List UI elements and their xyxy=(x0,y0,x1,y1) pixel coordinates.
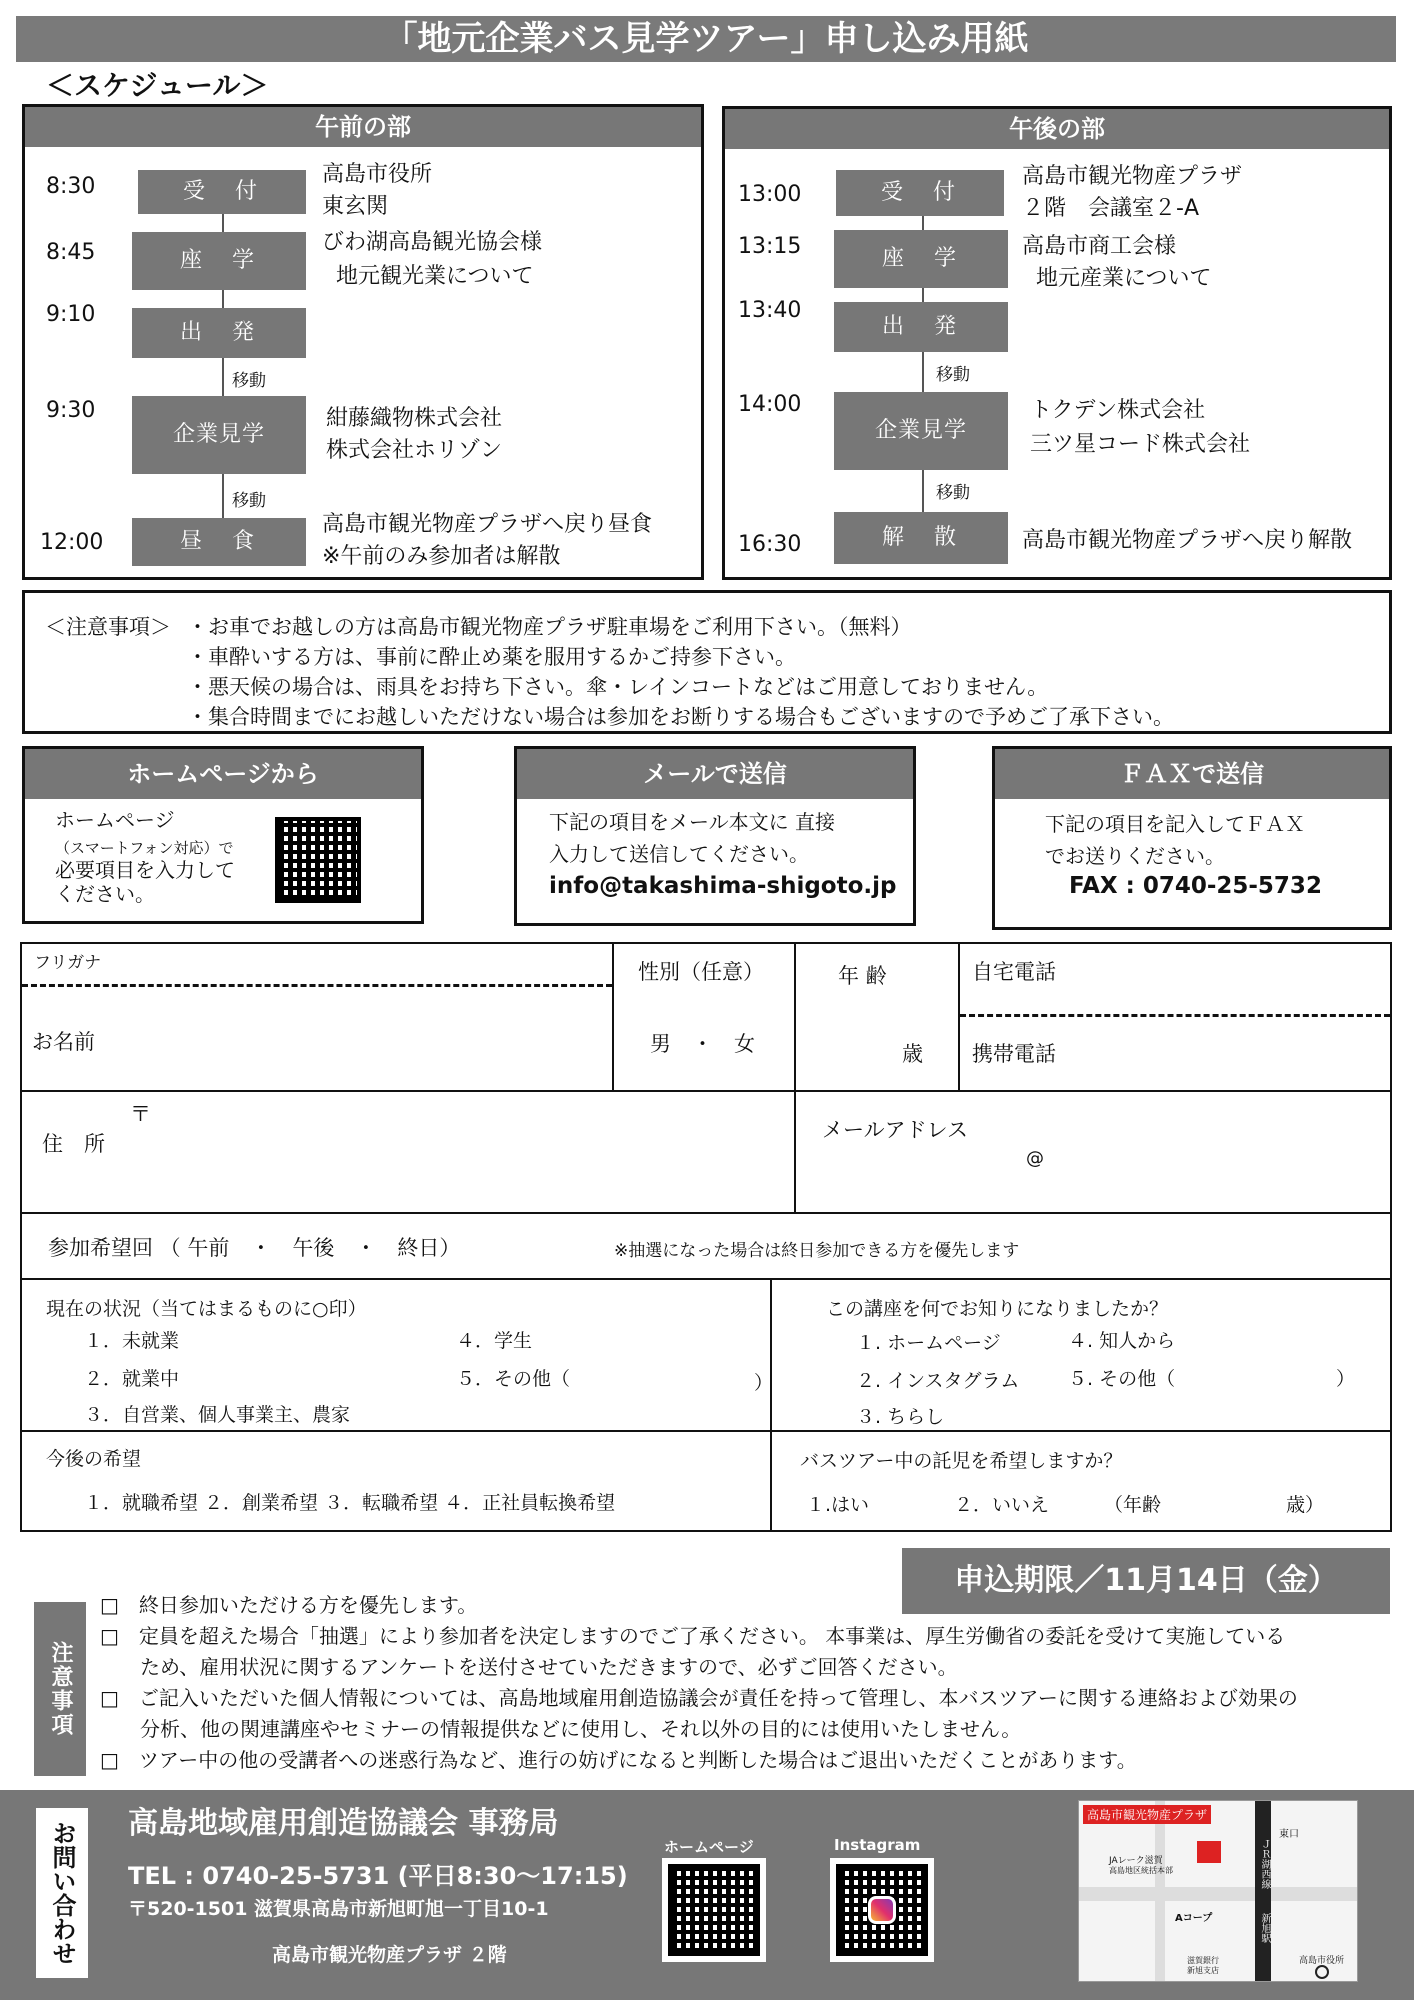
footer-building: 高島市観光物産プラザ ２階 xyxy=(272,1944,507,1966)
afternoon-desc-4a: トクデン株式会社 xyxy=(1030,398,1206,423)
caution-label: 注意事項 xyxy=(34,1602,86,1776)
morning-move-2: 移動 xyxy=(232,491,266,511)
morning-step-1: 受 付 xyxy=(138,170,306,214)
source-option-4[interactable]: ４. 知人から xyxy=(1068,1330,1176,1352)
source-option-5-close: ） xyxy=(1336,1368,1356,1390)
footer-address: 〒520-1501 滋賀県高島市新旭町旭一丁目10-1 xyxy=(128,1898,549,1920)
morning-time-2: 8:45 xyxy=(46,240,96,265)
status-option-3[interactable]: ３．自営業、個人事業主、農家 xyxy=(84,1404,351,1426)
source-option-1[interactable]: １. ホームページ xyxy=(856,1332,1001,1354)
qr-code-icon[interactable] xyxy=(275,817,361,903)
childcare-label: バスツアー中の託児を希望しますか？ xyxy=(800,1450,1123,1472)
mail-box xyxy=(514,746,916,926)
afternoon-step-3: 出 発 xyxy=(834,302,1008,352)
morning-desc-2b: 地元観光業について xyxy=(336,264,534,289)
afternoon-move-2: 移動 xyxy=(936,483,970,503)
map-bank2: 新旭支店 xyxy=(1187,1966,1219,1975)
morning-desc-4a: 紺藤織物株式会社 xyxy=(326,406,503,431)
afternoon-move-1: 移動 xyxy=(936,365,970,385)
afternoon-time-1: 13:00 xyxy=(738,182,802,207)
email-cell[interactable] xyxy=(794,1090,1392,1214)
mail-heading: メールで送信 xyxy=(517,749,913,799)
source-option-3[interactable]: ３. ちらし xyxy=(856,1406,945,1428)
childcare-yes[interactable]: １.はい xyxy=(806,1494,870,1516)
note-line-3: ・悪天候の場合は、雨具をお持ち下さい。傘・レインコートなどはご用意しておりません。 xyxy=(187,675,1049,699)
mobile-phone-label: 携帯電話 xyxy=(972,1042,1056,1066)
qr-code-icon xyxy=(668,1864,760,1956)
morning-step-5: 昼 食 xyxy=(132,518,306,566)
morning-time-3: 9:10 xyxy=(46,302,96,327)
mail-address[interactable]: info@takashima-shigoto.jp xyxy=(549,873,897,899)
childcare-no[interactable]: ２．いいえ xyxy=(954,1494,1050,1516)
name-cell[interactable] xyxy=(20,942,614,1092)
morning-time-5: 12:00 xyxy=(40,530,104,555)
caution-item-3b: 分析、他の関連講座やセミナーの情報提供などに使用し、それ以外の目的には使用いたしません。 xyxy=(100,1717,1022,1741)
map-road-vertical xyxy=(1155,1801,1165,1982)
gender-options[interactable]: 男 ・ 女 xyxy=(650,1032,755,1056)
map-city-hall: 高島市役所 xyxy=(1299,1956,1345,1966)
instagram-icon xyxy=(868,1896,896,1924)
status-option-5[interactable]: ５．その他（ xyxy=(456,1368,571,1390)
caution-item-2b: ため、雇用状況に関するアンケートを送付させていただきますので、必ずご回答ください。 xyxy=(100,1655,958,1679)
footer-homepage-label: ホームページ xyxy=(664,1838,754,1856)
morning-desc-2a: びわ湖高島観光協会様 xyxy=(322,230,543,255)
participation-note: ※抽選になった場合は終日参加できる方を優先します xyxy=(614,1241,1020,1261)
childcare-age: （年齢 xyxy=(1104,1494,1162,1516)
status-option-2[interactable]: ２．就業中 xyxy=(84,1368,180,1390)
deadline-banner: 申込期限／11月14日（金） xyxy=(902,1548,1390,1614)
phone-divider xyxy=(960,1014,1390,1017)
caution-item-3: □ ご記入いただいた個人情報については、高島地域雇用創造協議会が責任を持って管理し、本バスツアーに関する連絡および効果の xyxy=(100,1686,1298,1710)
application-form xyxy=(20,942,1392,1536)
postal-mark: 〒 xyxy=(130,1102,151,1126)
map-rail xyxy=(1255,1801,1271,1982)
status-label: 現在の状況（当てはまるものに○印） xyxy=(46,1298,367,1320)
afternoon-step-1: 受 付 xyxy=(836,170,1004,216)
notes-box xyxy=(22,590,1392,734)
afternoon-desc-1b: ２階 会議室２-A xyxy=(1022,196,1199,221)
participation-label[interactable]: 参加希望回 （ 午前 ・ 午後 ・ 終日） xyxy=(48,1236,461,1260)
afternoon-time-2: 13:15 xyxy=(738,234,802,259)
hope-options[interactable]: １．就職希望 ２．創業希望 ３．転職希望 ４．正社員転換希望 xyxy=(84,1492,616,1514)
fax-line-2: でお送りください。 xyxy=(1045,844,1225,868)
fax-line-1: 下記の項目を記入してＦＡＸ xyxy=(1045,812,1305,836)
afternoon-desc-2b: 地元産業について xyxy=(1036,266,1212,291)
map-city-hall-icon xyxy=(1315,1965,1329,1979)
access-map[interactable] xyxy=(1078,1800,1358,1982)
homepage-line-1: ホームページ xyxy=(55,808,175,832)
notes-label: ＜注意事項＞ xyxy=(45,615,171,639)
map-east-exit: 東口 xyxy=(1279,1829,1299,1840)
footer-instagram-label: Instagram xyxy=(834,1836,921,1854)
afternoon-desc-1a: 高島市観光物産プラザ xyxy=(1022,164,1243,189)
age-unit: 歳 xyxy=(902,1042,923,1066)
afternoon-time-5: 16:30 xyxy=(738,532,802,557)
footer-org: 高島地域雇用創造協議会 事務局 xyxy=(128,1806,559,1841)
afternoon-heading: 午後の部 xyxy=(725,109,1389,149)
afternoon-desc-5a: 高島市観光物産プラザへ戻り解散 xyxy=(1022,528,1353,553)
map-station: 新旭駅 xyxy=(1259,1913,1270,1943)
morning-time-4: 9:30 xyxy=(46,398,96,423)
childcare-age-unit: 歳） xyxy=(1286,1494,1325,1516)
note-line-2: ・車酔いする方は、事前に酔止め薬を服用するかご持参下さい。 xyxy=(187,645,796,669)
note-line-1: ・お車でお越しの方は高島市観光物産プラザ駐車場をご利用下さい。（無料） xyxy=(187,615,912,639)
name-label: お名前 xyxy=(32,1030,95,1054)
footer-tel: TEL : 0740-25-5731 (平日8:30～17:15) xyxy=(128,1862,628,1890)
footer-instagram-qr[interactable] xyxy=(830,1858,934,1962)
morning-move-1: 移動 xyxy=(232,371,266,391)
morning-step-3: 出 発 xyxy=(132,308,306,358)
morning-desc-4b: 株式会社ホリゾン xyxy=(326,438,503,463)
map-plaza-marker xyxy=(1197,1841,1221,1863)
status-option-1[interactable]: １．未就業 xyxy=(84,1330,180,1352)
mail-line-1: 下記の項目をメール本文に 直接 xyxy=(549,810,835,834)
morning-step-2: 座 学 xyxy=(132,232,306,290)
source-option-2[interactable]: ２. インスタグラム xyxy=(856,1370,1020,1392)
map-line: ＪＲ湖西線 xyxy=(1259,1839,1270,1889)
inquiry-label: お問い合わせ xyxy=(36,1808,88,1978)
map-ja2: 高島地区統括本部 xyxy=(1109,1866,1173,1875)
homepage-heading: ホームページから xyxy=(25,749,421,799)
afternoon-time-4: 14:00 xyxy=(738,392,802,417)
source-label: この講座を何でお知りになりましたか？ xyxy=(826,1298,1169,1320)
fax-number: FAX : 0740-25-5732 xyxy=(1069,873,1322,899)
email-label: メールアドレス xyxy=(822,1118,968,1142)
mail-line-2: 入力して送信してください。 xyxy=(549,842,809,866)
email-at: @ xyxy=(1026,1148,1044,1169)
footer-homepage-qr[interactable] xyxy=(662,1858,766,1962)
afternoon-step-5: 解 散 xyxy=(834,512,1008,564)
morning-heading: 午前の部 xyxy=(25,107,701,147)
address-label: 住 所 xyxy=(42,1132,105,1156)
morning-step-4: 企業見学 xyxy=(132,396,306,474)
afternoon-desc-4b: 三ツ星コード株式会社 xyxy=(1030,432,1251,457)
map-ja: JAレーク滋賀 xyxy=(1109,1856,1163,1866)
caution-item-2: □ 定員を超えた場合「抽選」により参加者を決定しますのでご了承ください。 本事業は、厚生労働省の委託を受けて実施している xyxy=(100,1624,1286,1648)
gender-label: 性別（任意） xyxy=(638,960,764,984)
homepage-line-3: 必要項目を入力して xyxy=(55,858,235,882)
map-acoop: Aコープ xyxy=(1175,1913,1213,1924)
furigana-divider xyxy=(22,984,612,987)
caution-item-1: □ 終日参加いただける方を優先します。 xyxy=(100,1593,478,1617)
homepage-line-2: （スマートフォン対応）で xyxy=(55,839,234,857)
map-plaza-label: 高島市観光物産プラザ xyxy=(1083,1805,1211,1824)
schedule-label: ＜スケジュール＞ xyxy=(46,69,269,102)
map-bank1: 滋賀銀行 xyxy=(1187,1956,1219,1965)
morning-desc-5b: ※午前のみ参加者は解散 xyxy=(322,544,561,569)
hope-label: 今後の希望 xyxy=(46,1448,142,1470)
page-title: 「地元企業バス見学ツアー」申し込み用紙 xyxy=(16,16,1396,62)
morning-desc-1b: 東玄関 xyxy=(322,194,389,219)
source-option-5[interactable]: ５. その他（ xyxy=(1068,1368,1176,1390)
morning-desc-5a: 高島市観光物産プラザへ戻り昼食 xyxy=(322,512,653,537)
afternoon-step-2: 座 学 xyxy=(834,230,1008,288)
homepage-box xyxy=(22,746,424,924)
note-line-4: ・集合時間までにお越しいただけない場合は参加をお断りする場合もございますので予めご了承下さい。 xyxy=(187,705,1174,729)
furigana-label: フリガナ xyxy=(34,953,102,973)
status-option-5-close: ） xyxy=(754,1372,774,1394)
morning-time-1: 8:30 xyxy=(46,174,96,199)
age-label: 年 齢 xyxy=(838,964,887,988)
homepage-line-4: ください。 xyxy=(55,882,155,906)
afternoon-time-3: 13:40 xyxy=(738,298,802,323)
afternoon-desc-2a: 高島市商工会様 xyxy=(1022,234,1177,259)
afternoon-step-4: 企業見学 xyxy=(834,392,1008,470)
morning-desc-1a: 高島市役所 xyxy=(322,162,433,187)
fax-box xyxy=(992,746,1392,930)
status-option-4[interactable]: ４．学生 xyxy=(456,1330,533,1352)
caution-item-4: □ ツアー中の他の受講者への迷惑行為など、進行の妨げになると判断した場合はご退出いただくことがあります。 xyxy=(100,1748,1137,1772)
map-road-main xyxy=(1079,1887,1358,1901)
home-phone-label: 自宅電話 xyxy=(972,960,1056,984)
fax-heading: ＦＡＸで送信 xyxy=(995,749,1389,799)
